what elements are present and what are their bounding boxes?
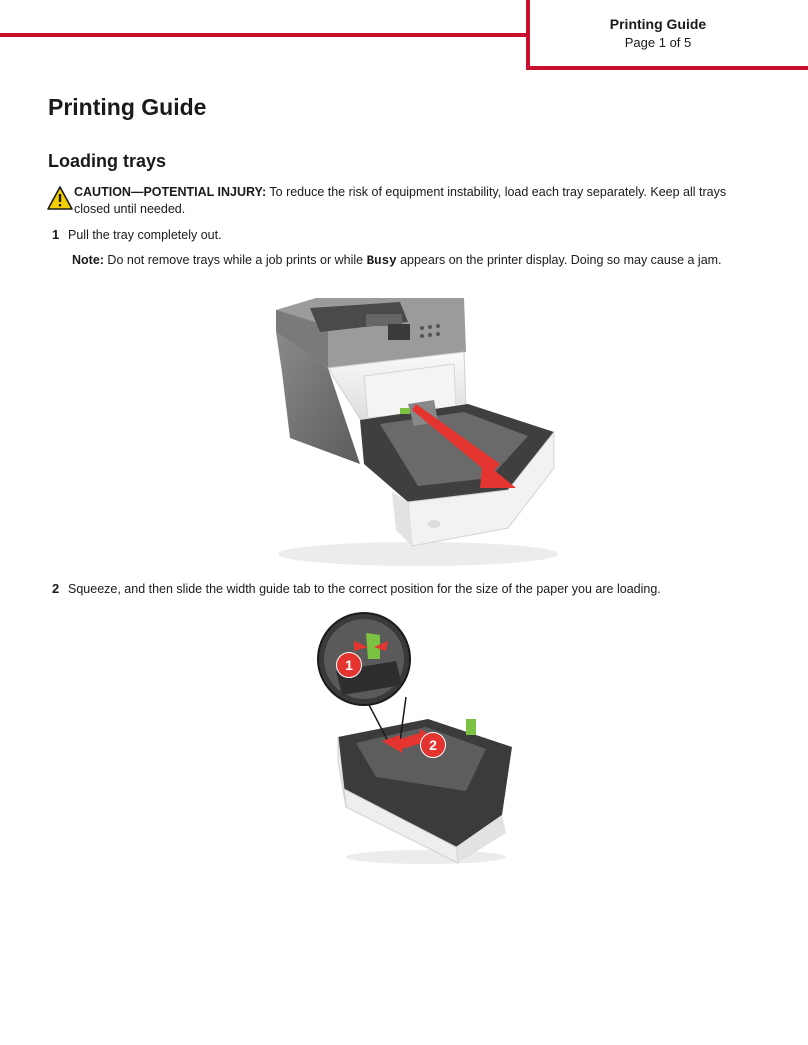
caution-message bbox=[74, 184, 754, 218]
step-1-number: 1 bbox=[52, 227, 60, 242]
caution-label: CAUTION—POTENTIAL INJURY: bbox=[74, 185, 267, 199]
callout-2-badge: 2 bbox=[420, 732, 446, 758]
note-text-before: Do not remove trays while a job prints or while bbox=[103, 253, 367, 267]
document-title: Printing Guide bbox=[48, 94, 207, 120]
section-title: Loading trays bbox=[48, 151, 167, 171]
note-text-after: appears on the printer display. Doing so may cause a jam. bbox=[396, 253, 722, 267]
printer-tray-pull-illustration bbox=[268, 292, 568, 570]
step-2-text: Squeeze, and then slide the width guide tab to the correct position for the size of the paper you are loading. bbox=[68, 582, 661, 596]
header-rule bbox=[0, 33, 528, 37]
caution-body: To reduce the risk of equipment instability, load each tray separately. Keep all trays closed until needed. bbox=[74, 185, 727, 216]
note-label: Note: bbox=[72, 253, 104, 267]
width-guide-illustration bbox=[316, 611, 516, 866]
page-indicator: Page 1 of 5 bbox=[624, 35, 692, 50]
busy-code: Busy bbox=[366, 254, 397, 268]
warning-triangle-icon bbox=[47, 186, 73, 210]
step-2-number: 2 bbox=[52, 581, 60, 596]
callout-1-badge: 1 bbox=[336, 652, 362, 678]
step-1-note bbox=[72, 253, 722, 268]
header-title: Printing Guide bbox=[609, 16, 707, 32]
step-1-text: Pull the tray completely out. bbox=[68, 228, 222, 242]
